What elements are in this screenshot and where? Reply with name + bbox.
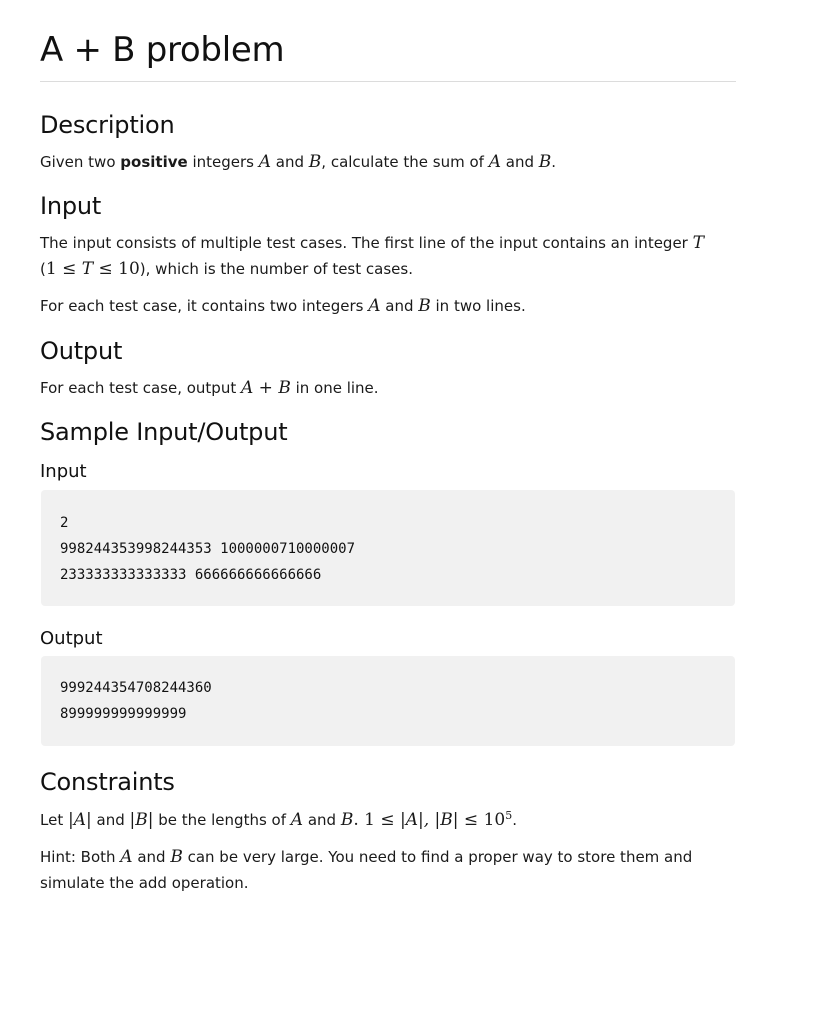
emphasis-positive: positive [120,153,188,171]
sample-input-block [41,490,735,606]
code-line: 999244354708244360 [60,680,212,696]
math-var-a: A [73,810,86,830]
math-var-b: B [538,152,552,172]
math-var-a: A [488,152,502,172]
title-divider [40,81,736,82]
math-var-b: B [278,378,291,398]
constraints-paragraph-1: Let |A| and |B| be the lengths of A and B. 1 ≤ |A|, $|B| \le 10^5$. [40,809,517,830]
output-heading: Output [40,337,123,365]
input-paragraph-1: The input consists of multiple test cases. The first line of the input contains an integer T (1 ≤ T ≤ 10), which is the number of test cases. [40,233,704,279]
math-var-b: B [340,810,354,830]
math-var-t: T [81,259,94,279]
description-text: Given two positive integers A and B, calculate the sum of A and B. [40,152,557,172]
math-var-b: B [308,152,322,172]
constraints-hint: Hint: Both A and B can be very large. You need to find a proper way to store them and simulate the add operation. [40,847,693,892]
sample-heading: Sample Input/Output [40,418,288,446]
code-line: 899999999999999 [60,706,187,722]
description-heading: Description [40,111,175,139]
math-var-a: A [258,152,272,172]
math-var-a: A [120,847,133,867]
input-paragraph-2: For each test case, it contains two integers A and B in two lines. [40,296,526,316]
sample-input-code [41,510,735,588]
sample-output-code [41,675,735,727]
code-line: 2 [60,515,69,531]
math-var-a: A [368,296,381,316]
math-var-a: A [240,378,254,398]
sample-output-label: Output [40,628,103,649]
constraints-heading: Constraints [40,768,175,796]
output-text: For each test case, output A + B in one line. [40,378,379,398]
math-abs-a-b: |A|, |B| [400,810,459,830]
math-var-b: B [135,810,148,830]
math-var-a: A [290,810,304,830]
code-line: 233333333333333 666666666666666 [60,567,322,583]
math-var-b: B [418,296,431,316]
code-line: 998244353998244353 1000000710000007 [60,541,356,557]
sample-output-block [41,656,735,746]
page-title: A + B problem [40,30,285,70]
sample-input-label: Input [40,461,87,482]
math-var-t: T [692,233,704,253]
math-exponent: 5 [505,809,513,822]
input-heading: Input [40,192,102,220]
math-var-b: B [170,847,183,867]
